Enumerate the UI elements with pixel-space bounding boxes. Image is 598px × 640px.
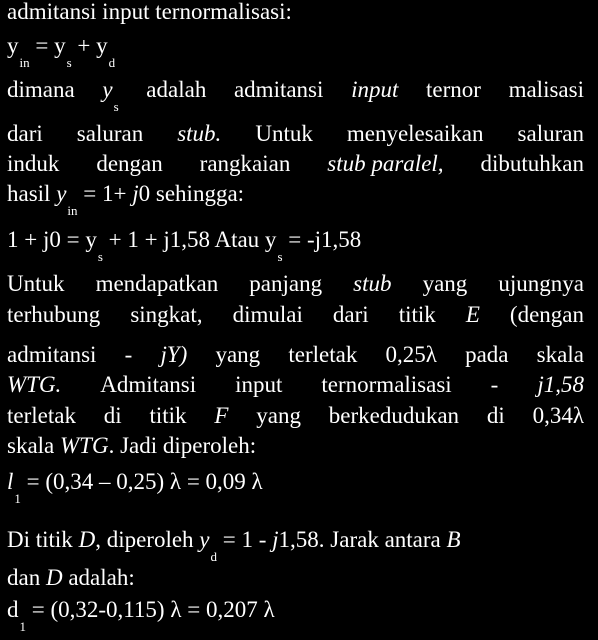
word-italic: F [214, 403, 229, 428]
word: Admitansi [100, 372, 197, 397]
word: ternor [426, 77, 481, 102]
line-12 [7, 404, 584, 427]
word: input [235, 372, 283, 397]
line-2-admittance-equation [7, 33, 116, 70]
word-italic: D [45, 565, 63, 590]
word: saluran [517, 121, 584, 146]
word: admitansi [233, 77, 324, 102]
subscript-in: in [67, 203, 78, 218]
word: pada [465, 342, 509, 367]
line-4 [7, 122, 584, 145]
subscript-s: s [66, 55, 72, 70]
line-3 [7, 77, 584, 114]
word: yang [215, 342, 261, 367]
word: titik [149, 403, 187, 428]
subscript-1: 1 [14, 491, 21, 506]
line-7: $1 + j0 = y_s + 1 + j1,58$ Atau $y_s = -j1,58$ [7, 227, 362, 264]
line-14-stub-length: $l_1 = (0,34 - 0,25) \lambda = 0,09$ λ [7, 469, 263, 506]
word: skala [536, 342, 584, 367]
line-1-text: admitansi input ternormalisasi: [7, 0, 292, 24]
word: terhubung [7, 302, 101, 327]
word: (dengan [509, 302, 584, 327]
word: dengan [96, 151, 163, 176]
var-l: l [7, 469, 14, 494]
word: 0,34λ [532, 403, 584, 428]
line-9 [7, 303, 584, 326]
word-italic: B [446, 527, 461, 552]
subscript-s: s [277, 249, 283, 264]
word-italic: WTG [60, 433, 109, 458]
word: dari [7, 121, 43, 146]
word: panjang [249, 271, 323, 296]
word-italic: D [78, 527, 96, 552]
word: ternormalisasi [321, 372, 452, 397]
line-1 [7, 0, 292, 23]
word: menyelesaikan [346, 121, 484, 146]
word: Untuk [7, 271, 65, 296]
word-italic: E [465, 302, 480, 327]
line-6: hasil $y_{in} = 1+ j0$ sehingga: [7, 181, 245, 218]
word: rangkaian [199, 151, 291, 176]
var-y: y [56, 181, 67, 206]
word: terletak [7, 403, 76, 428]
line-8 [7, 272, 584, 295]
var-ys: $y_s$ [102, 77, 119, 114]
line-5 [7, 152, 584, 175]
word: dimana [7, 77, 75, 102]
eq-part: = y [29, 33, 66, 58]
word: di [103, 403, 122, 428]
subscript-s: s [97, 249, 103, 264]
var-y: y [199, 527, 210, 552]
word: yang [256, 403, 301, 428]
word: adalah [146, 77, 207, 102]
line-10 [7, 343, 584, 366]
word: induk [7, 151, 60, 176]
subscript-d: d [210, 549, 218, 564]
word-italic: stub paralel, [327, 151, 444, 176]
word: 0,25λ [385, 342, 437, 367]
line-15: Di titik D, diperoleh $y_d = 1 - j1,58$. Jarak antara B [7, 527, 461, 564]
word: titik [398, 302, 436, 327]
word-italic: stub [353, 271, 392, 296]
line-16: dan D adalah: [7, 565, 135, 590]
word: di [486, 403, 505, 428]
word: berkedudukan [328, 403, 460, 428]
word-italic: stub. [177, 121, 222, 146]
eq-part: + y [71, 33, 108, 58]
line-17-distance: $d_1 = (0,32-0,115) \lambda = 0,207$ λ [7, 597, 275, 634]
word: malisasi [508, 77, 584, 102]
word: admitansi [7, 342, 97, 367]
word: Untuk [255, 121, 313, 146]
word: yang [422, 271, 468, 296]
word: dimulai [232, 302, 303, 327]
word-italic: input [351, 77, 399, 102]
word-italic: j1,58 [537, 372, 584, 397]
word: ujungnya [498, 271, 584, 296]
word-italic: jY) [160, 342, 188, 367]
word-italic: WTG. [7, 372, 62, 397]
line-11 [7, 373, 584, 396]
var-d: d [7, 597, 19, 622]
var-j: j [132, 181, 139, 206]
word: saluran [76, 121, 144, 146]
line-13: skala WTG. Jadi diperoleh: [7, 433, 257, 458]
var-j: j [272, 527, 279, 552]
word: dibutuhkan [480, 151, 584, 176]
word: singkat, [130, 302, 203, 327]
subscript-d: d [108, 55, 116, 70]
word: terletak [288, 342, 358, 367]
word: - [490, 372, 499, 397]
subscript-1: 1 [19, 619, 26, 634]
var-y: y [7, 33, 19, 58]
word: - [124, 342, 133, 367]
word: mendapatkan [95, 271, 219, 296]
subscript-in: in [19, 55, 30, 70]
word: dari [332, 302, 369, 327]
